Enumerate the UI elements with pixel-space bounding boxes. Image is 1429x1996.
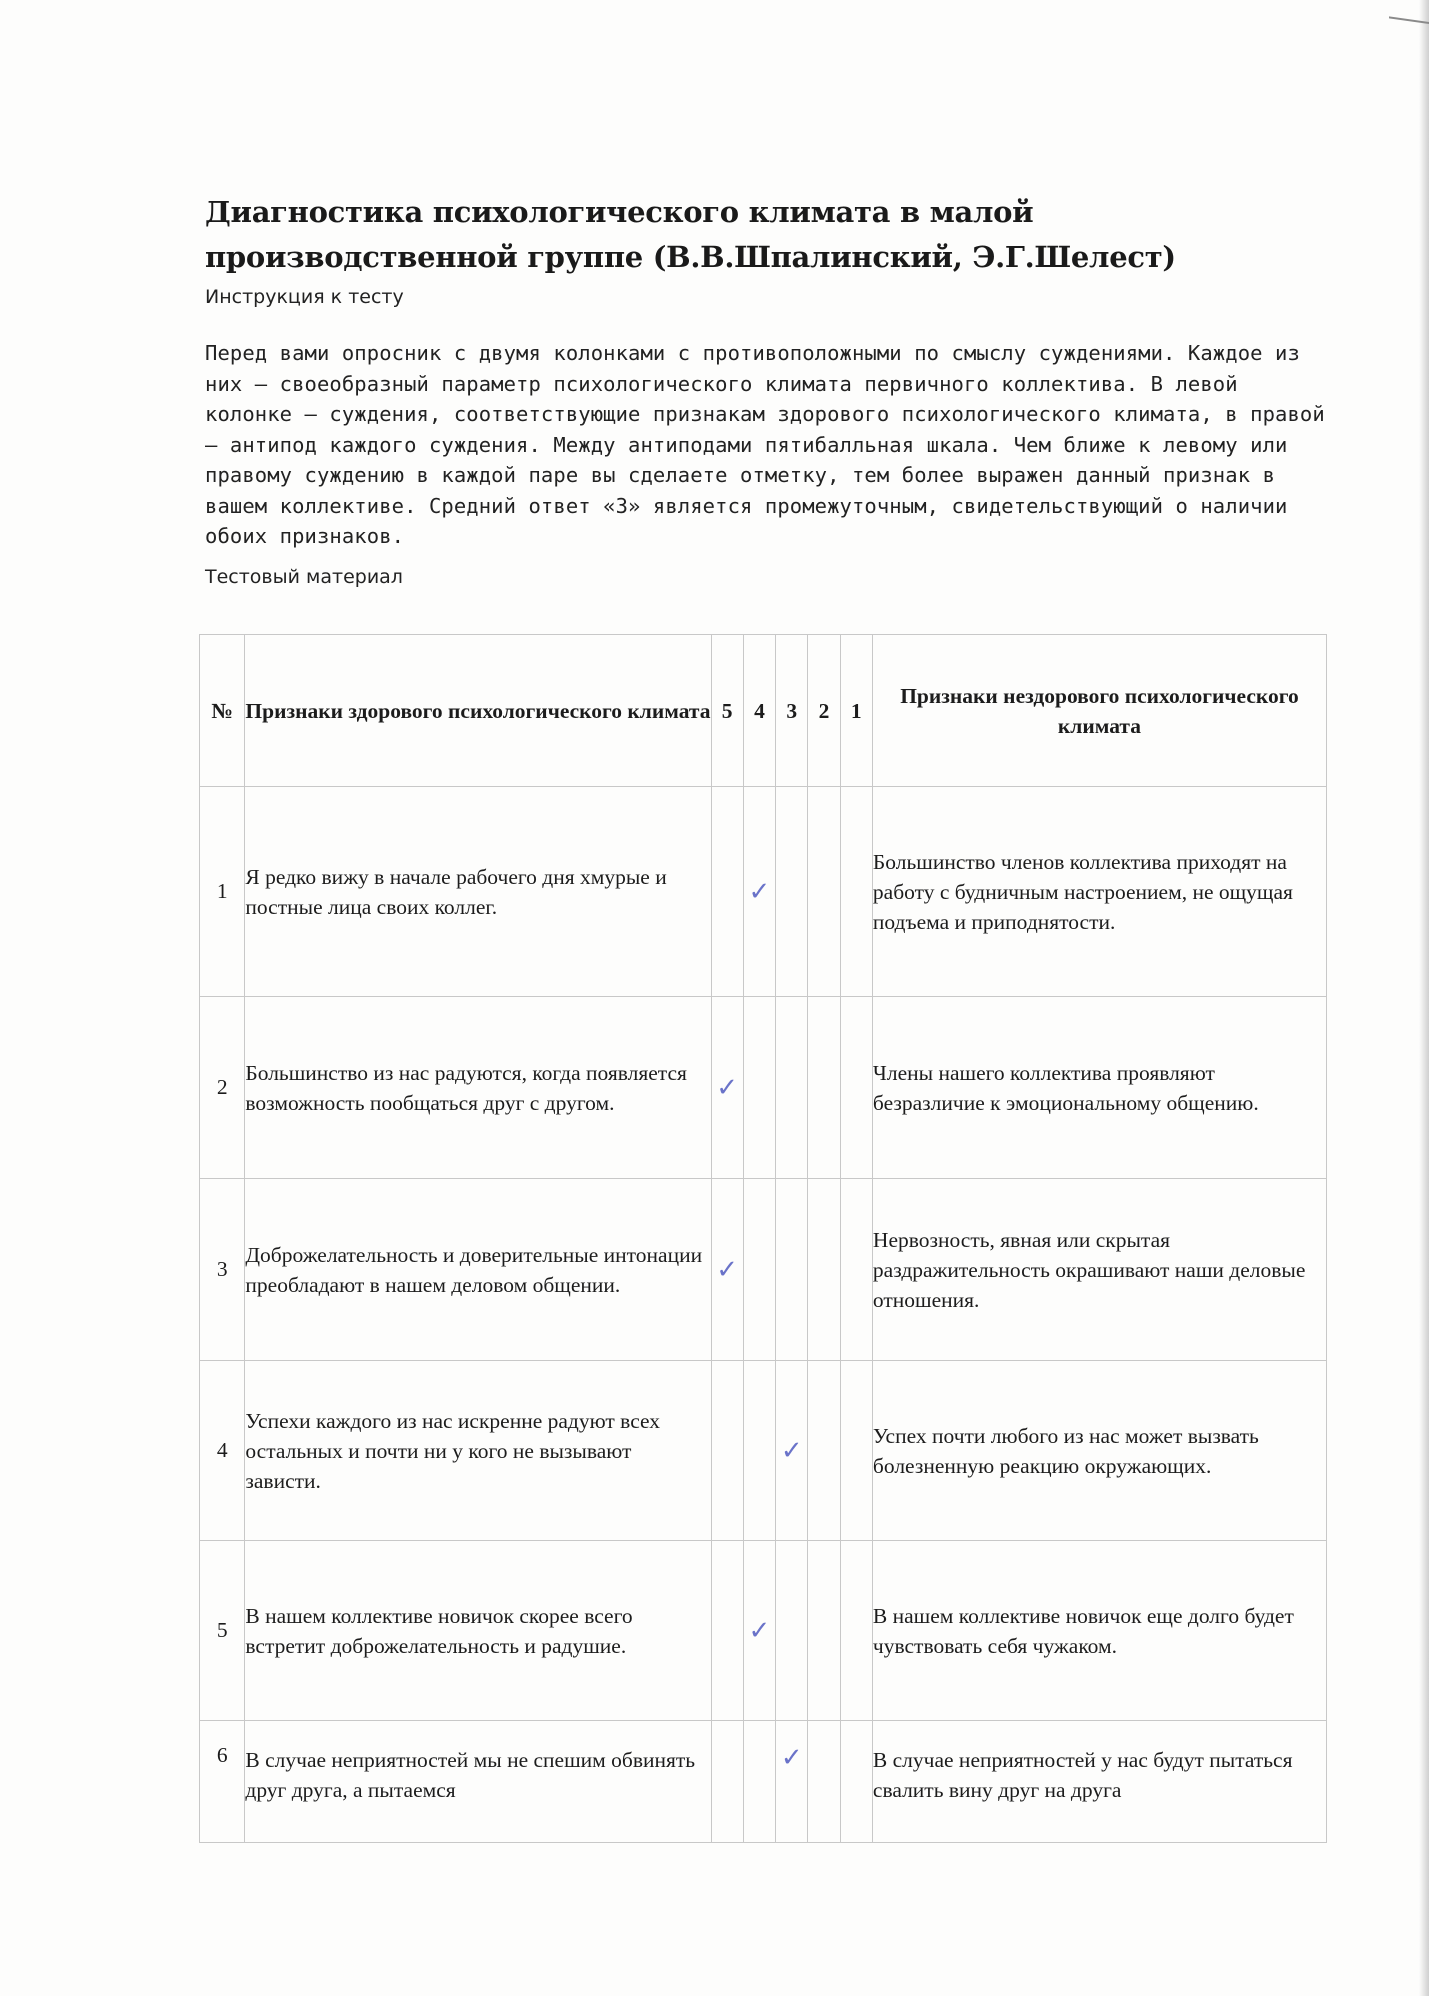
table-row: [200, 1179, 1327, 1361]
header-score-2: 2: [808, 635, 840, 787]
row-number: 3: [200, 1179, 245, 1361]
healthy-statement: Большинство из нас радуются, когда появляется возможность пообщаться друг с другом.: [245, 997, 711, 1179]
header-score-4: 4: [743, 635, 775, 787]
unhealthy-statement: Члены нашего коллектива проявляют безразличие к эмоциональному общению.: [872, 997, 1326, 1179]
checkmark-icon: ✓: [716, 1254, 739, 1285]
score-cell-4[interactable]: [743, 787, 775, 997]
unhealthy-statement: Успех почти любого из нас может вызвать болезненную реакцию окружающих.: [872, 1361, 1326, 1541]
header-score-1: 1: [840, 635, 872, 787]
instruction-text: Перед вами опросник с двумя колонками с противоположными по смыслу суждениями. Каждое из них – своеобразный параметр психологического климата первичного коллектива. В левой колонке – суждения, соответствующие признакам здорового психологического климата, в правой – антипод каждого суждения. Между антиподами пятибалльная шкала. Чем ближе к левому или правому суждению в каждой паре вы сделаете отметку, тем более выражен данный признак в вашем коллективе. Средний ответ «3» является промежуточным, свидетельствующий о наличии обоих признаков.: [205, 341, 1325, 548]
healthy-statement: Доброжелательность и доверительные интонации преобладают в нашем деловом общении.: [245, 1179, 711, 1361]
score-cell-4[interactable]: [743, 1721, 775, 1843]
unhealthy-statement: Нервозность, явная или скрытая раздражительность окрашивают наши деловые отношения.: [872, 1179, 1326, 1361]
score-cell-4[interactable]: [743, 1179, 775, 1361]
score-cell-4[interactable]: [743, 1361, 775, 1541]
score-cell-2[interactable]: [808, 997, 840, 1179]
row-number: 6: [200, 1721, 245, 1843]
score-cell-5[interactable]: [711, 1179, 743, 1361]
score-cell-1[interactable]: [840, 1541, 872, 1721]
unhealthy-statement: В случае неприятностей у нас будут пытаться свалить вину друг на друга: [872, 1721, 1326, 1843]
score-cell-2[interactable]: [808, 1541, 840, 1721]
score-cell-5[interactable]: [711, 997, 743, 1179]
score-cell-5[interactable]: [711, 1541, 743, 1721]
score-cell-1[interactable]: [840, 787, 872, 997]
header-score-3: 3: [776, 635, 808, 787]
table-row: [200, 1541, 1327, 1721]
score-cell-3[interactable]: [776, 787, 808, 997]
score-cell-5[interactable]: [711, 1721, 743, 1843]
unhealthy-statement: Большинство членов коллектива приходят на работу с будничным настроением, не ощущая подъема и приподнятости.: [872, 787, 1326, 997]
table-row: [200, 1361, 1327, 1541]
score-cell-3[interactable]: [776, 1541, 808, 1721]
score-cell-2[interactable]: [808, 787, 840, 997]
checkmark-icon: ✓: [748, 1615, 771, 1646]
scan-corner: [1389, 0, 1429, 24]
row-number: 4: [200, 1361, 245, 1541]
table-header-row: [200, 635, 1327, 787]
document-body: [205, 190, 1330, 588]
score-cell-2[interactable]: [808, 1361, 840, 1541]
score-cell-1[interactable]: [840, 997, 872, 1179]
header-unhealthy: Признаки нездорового психологического климата: [872, 635, 1326, 787]
checkmark-icon: ✓: [780, 1435, 803, 1466]
row-number: 5: [200, 1541, 245, 1721]
score-cell-5[interactable]: [711, 787, 743, 997]
header-score-5: 5: [711, 635, 743, 787]
score-cell-1[interactable]: [840, 1721, 872, 1843]
score-cell-4[interactable]: [743, 997, 775, 1179]
test-table: [199, 634, 1327, 1843]
material-heading: Тестовый материал: [205, 565, 403, 588]
score-cell-1[interactable]: [840, 1179, 872, 1361]
instruction-heading: Инструкция к тесту: [205, 286, 404, 308]
score-cell-1[interactable]: [840, 1361, 872, 1541]
healthy-statement: Я редко вижу в начале рабочего дня хмурые и постные лица своих коллег.: [245, 787, 711, 997]
healthy-statement: В случае неприятностей мы не спешим обвинять друг друга, а пытаемся: [245, 1721, 711, 1843]
score-cell-3[interactable]: [776, 1721, 808, 1843]
row-number: 1: [200, 787, 245, 997]
table-row: [200, 1721, 1327, 1843]
score-cell-3[interactable]: [776, 997, 808, 1179]
score-cell-3[interactable]: [776, 1179, 808, 1361]
healthy-statement: Успехи каждого из нас искренне радуют всех остальных и почти ни у кого не вызывают зависти.: [245, 1361, 711, 1541]
checkmark-icon: ✓: [780, 1743, 803, 1773]
score-cell-2[interactable]: [808, 1721, 840, 1843]
healthy-statement: В нашем коллективе новичок скорее всего встретит доброжелательность и радушие.: [245, 1541, 711, 1721]
score-cell-2[interactable]: [808, 1179, 840, 1361]
score-cell-3[interactable]: [776, 1361, 808, 1541]
score-cell-5[interactable]: [711, 1361, 743, 1541]
document-title: Диагностика психологического климата в малой производственной группе (В.В.Шпалинский, Э.Г.Шелест): [205, 195, 1176, 274]
scan-edge: [1419, 0, 1429, 1996]
header-healthy: Признаки здорового психологического климата: [245, 635, 711, 787]
header-num: №: [200, 635, 245, 787]
checkmark-icon: ✓: [716, 1072, 739, 1103]
unhealthy-statement: В нашем коллективе новичок еще долго будет чувствовать себя чужаком.: [872, 1541, 1326, 1721]
score-cell-4[interactable]: [743, 1541, 775, 1721]
table-row: [200, 997, 1327, 1179]
checkmark-icon: ✓: [748, 876, 771, 907]
table-row: [200, 787, 1327, 997]
row-number: 2: [200, 997, 245, 1179]
